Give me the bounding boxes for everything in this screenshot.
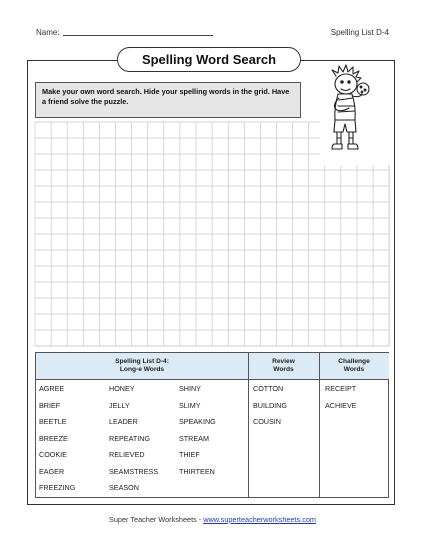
spelling-word: SEASON xyxy=(109,483,139,492)
word-list-table xyxy=(35,352,389,498)
page-title: Spelling Word Search xyxy=(117,47,301,72)
spelling-word: SPEAKING xyxy=(179,417,216,426)
footer-text: Super Teacher Worksheets - xyxy=(109,515,204,524)
column-divider xyxy=(319,353,320,497)
spelling-word: SHINY xyxy=(179,384,201,393)
challenge-word: RECEIPT xyxy=(325,384,357,393)
spelling-word: AGREE xyxy=(39,384,65,393)
review-word: COUSIN xyxy=(253,417,281,426)
review-word: COTTON xyxy=(253,384,284,393)
spelling-header-line1: Spelling List D-4: xyxy=(115,358,169,365)
challenge-header-line1: Challenge xyxy=(338,358,370,365)
review-words-header xyxy=(248,353,319,380)
spelling-word: SLIMY xyxy=(179,400,201,410)
spelling-word: THIEF xyxy=(179,450,200,459)
spelling-word: LEADER xyxy=(109,417,138,426)
footer xyxy=(0,515,425,524)
spelling-word: RELIEVED xyxy=(109,450,145,459)
review-header-line2: Words xyxy=(273,366,294,373)
challenge-word: ACHIEVE xyxy=(325,400,357,410)
review-header-line1: Review xyxy=(272,358,295,365)
name-label: Name: xyxy=(36,28,60,37)
column-divider xyxy=(248,353,249,497)
spelling-word: BEETLE xyxy=(39,417,67,426)
spelling-word: THIRTEEN xyxy=(179,466,215,476)
spelling-list-header xyxy=(36,353,248,380)
spelling-word: JELLY xyxy=(109,400,130,410)
instructions-box: Make your own word search. Hide your spelling words in the grid. Have a friend solve the puzzle. xyxy=(35,82,301,118)
spelling-word: BREEZE xyxy=(39,433,68,443)
review-word: BUILDING xyxy=(253,400,287,410)
spelling-word: SEAMSTRESS xyxy=(109,466,159,476)
spelling-word: FREEZING xyxy=(39,483,76,492)
list-label: Spelling List D-4 xyxy=(330,28,389,37)
spelling-word: HONEY xyxy=(109,384,135,393)
spelling-word: COOKIE xyxy=(39,450,67,459)
spelling-word: BRIEF xyxy=(39,400,61,410)
challenge-header-line2: Words xyxy=(343,366,365,373)
spelling-header-line2: Long-e Words xyxy=(119,366,165,373)
spelling-word: STREAM xyxy=(179,433,209,443)
spelling-word: REPEATING xyxy=(109,433,151,443)
challenge-words-header xyxy=(319,353,389,380)
spelling-word: EAGER xyxy=(39,466,65,476)
footer-link[interactable]: www.superteacherworksheets.com xyxy=(203,515,316,524)
